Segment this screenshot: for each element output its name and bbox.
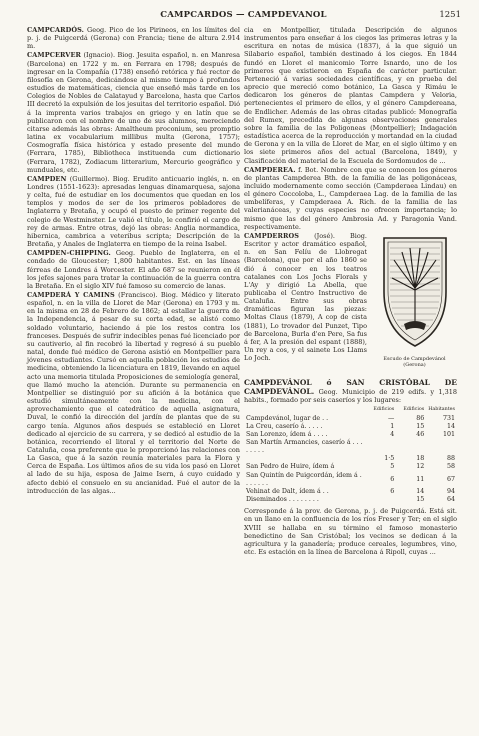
- table-row: Vehinat de Dalt, ídem á . . 6 14 94: [246, 487, 455, 495]
- entry-campdevanol: CAMPDEVÁNOL ó SAN CRISTÓBAL DE CAMPDEVÁNOL. Geog. Municipio de 219 edifs. y 1,318 habits., formado por seis caseríos y los lugares:: [244, 377, 457, 405]
- entry-campden-chipping: CAMPDEN-CHIPPING. Geog. Pueblo de Inglaterra, en el condado de Gloucester; 1,800 habitantes. Est. en las líneas férreas de Londres á Worcester. El año 687 se reunieron en él los jefes sajones para tratar la continuación de la guerra contra la Bretaña. En el siglo XIV fué famoso su comercio de lanas.: [27, 249, 240, 290]
- table-row: Campdevánol, lugar de . . — 86 731: [246, 414, 455, 422]
- right-column: [244, 26, 457, 557]
- entry-campdevanol-description: Corresponde á la prov. de Gerona, p. j. de Puigcerdá. Está sit. en un llano en la confluencia de los ríos Freser y Ter; en el siglo XVIII se hallaba en su término el famoso monasterio benedictino de San Cristóbal; los vecinos se dedican á la agricultura y la ganadería; produce cereales, legumbres, vino, etc. Es estación en la línea de Barcelona á Ripoll, cuyas ...: [244, 507, 457, 557]
- entry-campdera: CAMPDERÁ Y CAMINS (Francisco). Biog. Médico y literato español, n. en la villa de Lloret de Mar (Gerona) en 1793 y m. en la misma en 28 de Febrero de 1862; al estallar la guerra de la Independencia, á pesar de su corta edad, se alistó como soldado voluntario, haciendo á pie los restos contra los franceses. Después de sufrir indecibles penas fué licenciado por su cautiverio, al fin recobró la libertad y regresó á su pueblo natal, donde fué médico de Gerona asistió en Montpellier para jóvenes estudiantes. Cursó en aquella población los estudios de medicina, obteniendo la licenciatura en 1819, llevando en aquel acto una memoria titulada Proposiciones de semiología general, que llamó mucho la atención. Durante su permanencia en Montpellier se distinguió por su afición á la botánica que estudió simultáneamente con la medicina, con el aprovechamiento que el catedrático de aquella asignatura, Duval, le confió la dirección del jardín de plantas que de su cargo tenía. Algunos años después se estableció en Lloret dedicado al ejercicio de su carrera, y se dedicó al estudio de la botánica, recorriendo el litoral y el territorio del Norte de Cataluña, cosa preferente que le proporcionó las relaciones con La Gasca, que á la sazón reunía materiales para la Flora y Cerca de España. Los últimos años de su vida los pasó en Lloret al lado de su hija, esposa de Jaime Isern, á cuyo cuidado y afecto debió el consuelo en su ancianidad. Fué el autor de la introducción de las algas...: [27, 291, 241, 495]
- entry-campderros: CAMPDERROS (José). Biog. Escritor y actor dramático español, n. en San Felíu de Llobregat (Barcelona), que por el año 1860 se dió á conocer en los teatros catalanes con Los Jochs Florals y L'Ay y dirigió La Abella, que publicaba el Centro Instructivo de Cataluña. Entre sus obras dramáticas figuran las piezas: Moltas Claus (1879), A cop de cista (1881), Lo trovador del Punzet, Tipo de Barcelona, Burla d'en Pere, Sa fus á fer, A la presión del espant (1888), Un rey a cos, y el sainete Los Llams Lo Joch.: [244, 231, 367, 363]
- table-row: San Pedro de Huire, ídem á 5 12 58: [246, 463, 455, 471]
- table-header-row: [244, 406, 457, 414]
- table-row: 1·5 18 88: [384, 455, 455, 463]
- running-head: CAMPCARDOS — CAMPDEVANOL: [160, 10, 327, 20]
- left-column: [27, 26, 240, 496]
- page-header: [26, 10, 461, 24]
- table-row: La Creu, caserío á. . . . . 1 15 14: [246, 422, 455, 430]
- shield-icon: [380, 234, 450, 352]
- coat-of-arms: [372, 234, 457, 376]
- entry-campcerver: CAMPCERVER (Ignacio). Biog. Jesuita español, n. en Manresa (Barcelona) en 1722 y m. en Ferrara en 1798; después de ingresar en la Compañía (1738) enseñó retórica y fué rector de filosofía en Gerona, dedicándose al mismo tiempo á profundos estudios de matemáticas, ciencia que enseñó más tarde en los Colegios de Nobles de Calatayud y Barcelona, hasta que Carlos III decretó la expulsión de los jesuitas del territorio español. Dió á la imprenta varios trabajos en griego y en latín que se publicaron con el nombre de uno de sus alumnos, mereciendo citarse además las obras: Amaltheum proconium, seu promptio latina ex vocabularium millibus multa (Gerona, 1757); Cosmografía física histórica y estado presente del mundo (Ferrara, 1785), Bibliotheca instituenda cum dictionario (Ferrara, 1782), Zodiacum litterarium, Mercurio geográfico y munduales, etc.: [27, 51, 240, 174]
- table-row: San Martín Armancies, caserío á . . . . . . . .: [246, 439, 363, 455]
- entry-campderea: CAMPDEREA. f. Bot. Nombre con que se conocen los géneros de plantas Campderea Bth. de la familia de las poligonáceas, incluido modernamente como sección (Campderaea Lindau) en el género Coccoloba, L., Campderaea Lag. de la familia de las umbelíferas, y Campderaea A. Rich. de la familia de las valerianáceas, y cuyas especies no ofrecen importancia; lo mismo que las del género Ambrosia Ad. y Paragonia Vand. respectivamente.: [244, 165, 457, 231]
- entry-continuation: cia en Montpellier, titulada Descripción de algunos instrumentos para enseñar á los ciegos las primeras letras y la escritura en notas de música (1837), á la que siguió un Silabario español, también destinado á los ciegos. En 1844 fundó en Lloret el manicomio Torre Isnardo, uno de los primeros que existieron en España de carácter particular. Perteneció á varias sociedades científicas, y en prueba del aprecio que mereció como botánico, La Gasca y Rimáu le dedicaron los géneros de plantas Campdera y Veloria, pertenecientes el primero de ellos, y el género Campdereana, de Endlicher. Además de las obras citadas publicó: Monografía del Rumex, precedida de algunas observaciones generales sobre la familia de las Poligoneas (Montpellier); Indagación estadística acerca de la reproducción y mortandad en la ciudad de Gerona y en la villa de Lloret de Mar, en el siglo último y en los siete primeros años del actual (Barcelona, 1849), y Clasificación del material de la Escuela de Sordomudos de ...: [244, 26, 457, 165]
- population-table: [244, 406, 457, 504]
- crest-caption: Escudo de Campdevánol (Gerona): [383, 356, 446, 369]
- table-row: San Quintín de Puigcordán, ídem á . . . . . . . 6 11 67: [246, 471, 455, 487]
- table-row: San Lorenzo, ídem á . . . . 4 46 101: [246, 430, 455, 438]
- column-header: Edificios: [403, 407, 425, 413]
- entry-campcardos: CAMPCARDÓS. Geog. Pico de los Pirineos, en los límites del p. j. de Puigcerdá (Gerona) con Francia; tiene de altura 2.914 m.: [27, 26, 240, 51]
- column-header: Edificios: [373, 407, 395, 413]
- column-header: Habitantes: [428, 407, 455, 413]
- page-number: 1251: [439, 10, 461, 20]
- table-row: Diseminados . . . . . . . . 15 64: [246, 496, 455, 504]
- entry-campden: CAMPDEN (Guillermo). Biog. Erudito anticuario inglés, n. en Londres (1551-1623): apresadas lenguas dinamarquesa, sajona y celta, fué de estudiar en los documentos que quedan en los templos y modos de ser de los primeros pobladores de Inglaterra y Bretaña, y ocupó el puesto de primer regente del colegio de Westminster. Le valió el título, le confirió el cargo de rey de armas. Entre otras, dejó las obras: Anglia normandica, hibernica, cambrica a veteribus scripta; Descripción de la Bretaña, y Anales de Inglaterra en tiempo de la reina Isabel.: [27, 174, 240, 249]
